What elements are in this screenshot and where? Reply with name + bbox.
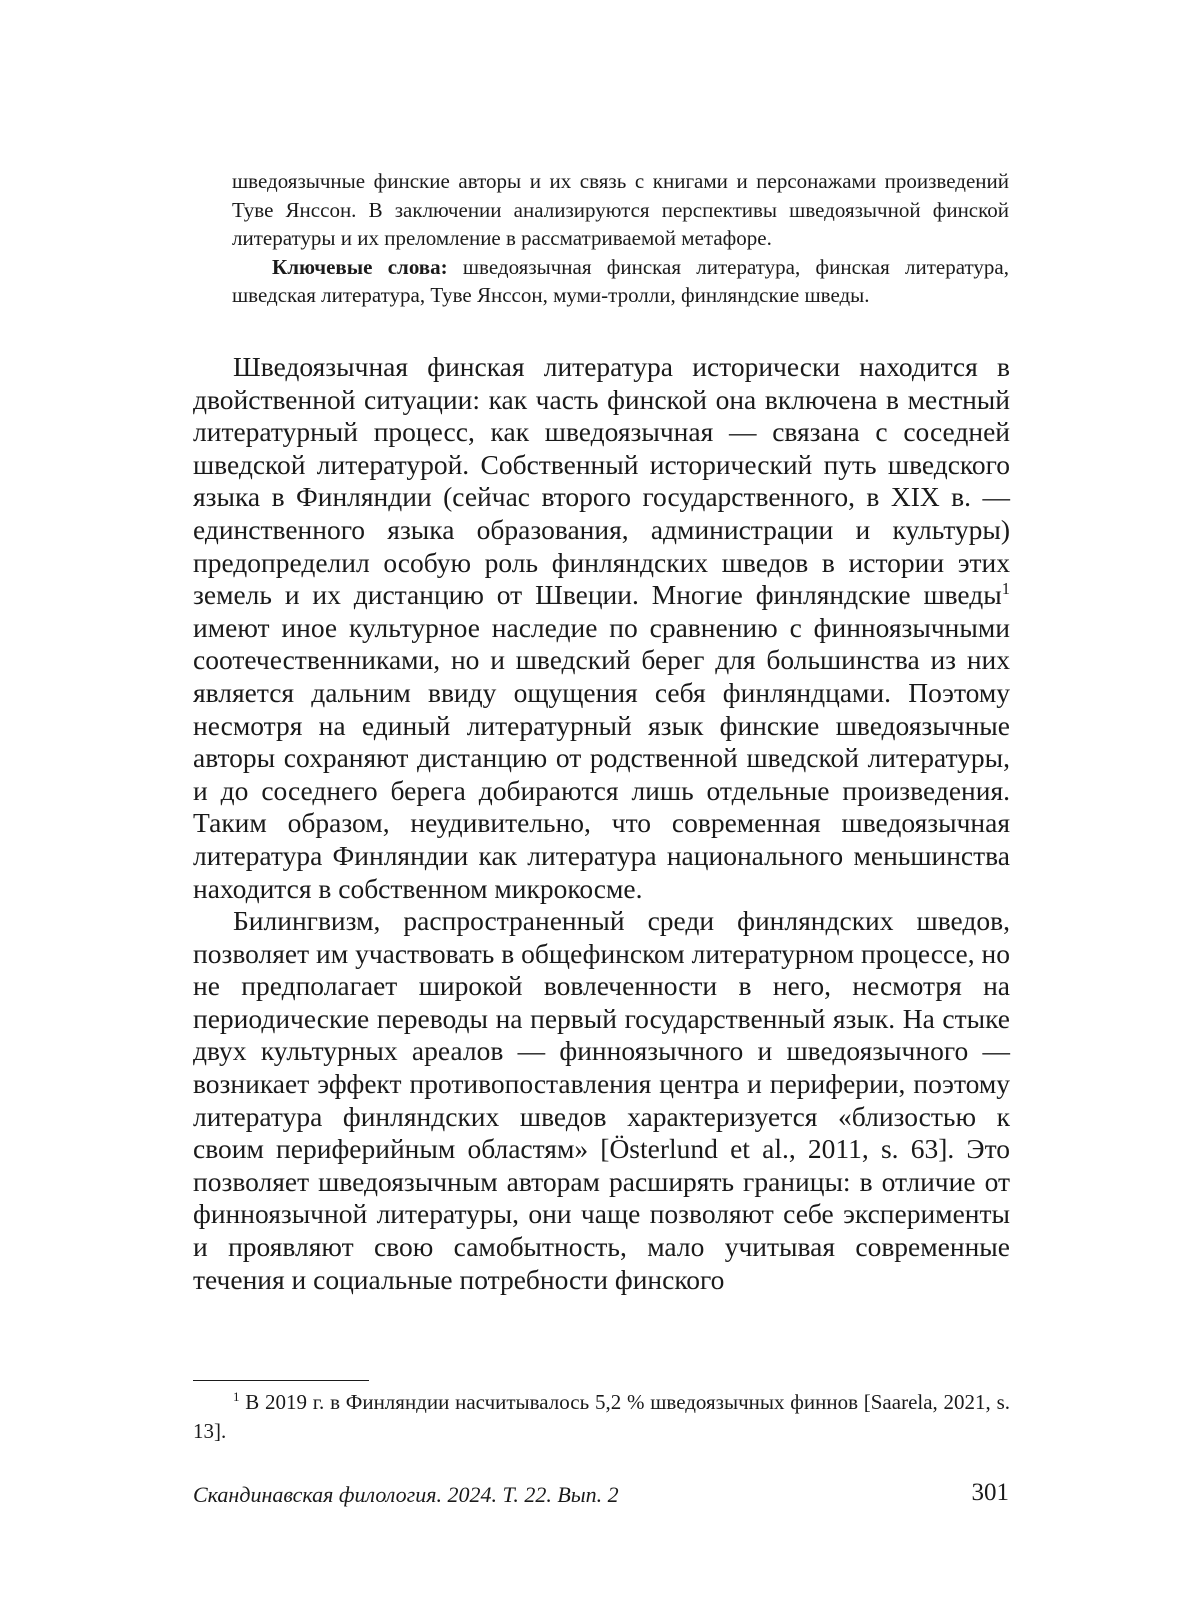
page-number: 301	[971, 1479, 1009, 1506]
paragraph-1-part-1: Шведоязычная финская литература исторически находится в двойственной ситуации: как часть финской она включена в местный литературный процесс, как шведоязычная — связана с соседней шведской литературой. Собственный исторический путь шведского языка в Финляндии (сейчас второго государственного, в XIX в. — единственного языка образования, администрации и культуры) предопределил особую роль финляндских шведов в истории этих земель и их дистанцию от Швеции. Многие финляндские шведы	[193, 351, 1010, 611]
keywords-list: шведоязычная финская литература, финская литература, шведская литература, Туве Янссон, муми-тролли, финляндские шведы.	[232, 254, 1009, 307]
abstract-text: шведоязычные финские авторы и их связь с книгами и персонажами произведений Туве Янссон. В заключении анализируются перспективы шведоязычной финской литературы и их преломление в рассматриваемой метафоре.	[232, 169, 1009, 250]
paragraph-1	[193, 351, 1010, 905]
footnote-text: В 2019 г. в Финляндии насчитывалось 5,2 % шведоязычных финнов [Saarela, 2021, s. 13].	[193, 1390, 1010, 1443]
footnote-reference[interactable]: 1	[1001, 579, 1010, 598]
running-footer-journal: Скандинавская филология. 2024. Т. 22. Вып. 2	[193, 1482, 619, 1507]
paragraph-2: Билингвизм, распространенный среди финляндских шведов, позволяет им участвовать в общефинском литературном процессе, но не предполагает широкой вовлеченности в него, несмотря на периодические переводы на первый государственный язык. На стыке двух культурных ареалов — финноязычного и шведоязычного — возникает эффект противопоставления центра и периферии, поэтому литература финляндских шведов характеризуется «близостью к своим периферийным областям» [Österlund et al., 2011, s. 63]. Это позволяет шведоязычным авторам расширять границы: в отличие от финноязычной литературы, они чаще позволяют себе эксперименты и проявляют свою самобытность, мало учитывая современные течения и социальные потребности финского	[193, 905, 1010, 1295]
keywords-line	[232, 253, 1009, 310]
main-text	[193, 351, 1010, 1296]
footnote-number: 1	[233, 1389, 240, 1404]
footnote-divider	[193, 1380, 369, 1381]
footnote	[193, 1388, 1010, 1446]
paragraph-1-part-2: имеют иное культурное наследие по сравнению с финноязычными соотечественниками, но и шведский берег для большинства из них является дальним ввиду ощущения себя финляндцами. Поэтому несмотря на единый литературный язык финские шведоязычные авторы сохраняют дистанцию от родственной шведской литературы, и до соседнего берега добираются лишь отдельные произведения. Таким образом, неудивительно, что современная шведоязычная литература Финляндии как литература национального меньшинства находится в собственном микрокосме.	[193, 611, 1010, 904]
keywords-label: Ключевые слова:	[272, 254, 448, 279]
abstract-block	[232, 167, 1009, 310]
